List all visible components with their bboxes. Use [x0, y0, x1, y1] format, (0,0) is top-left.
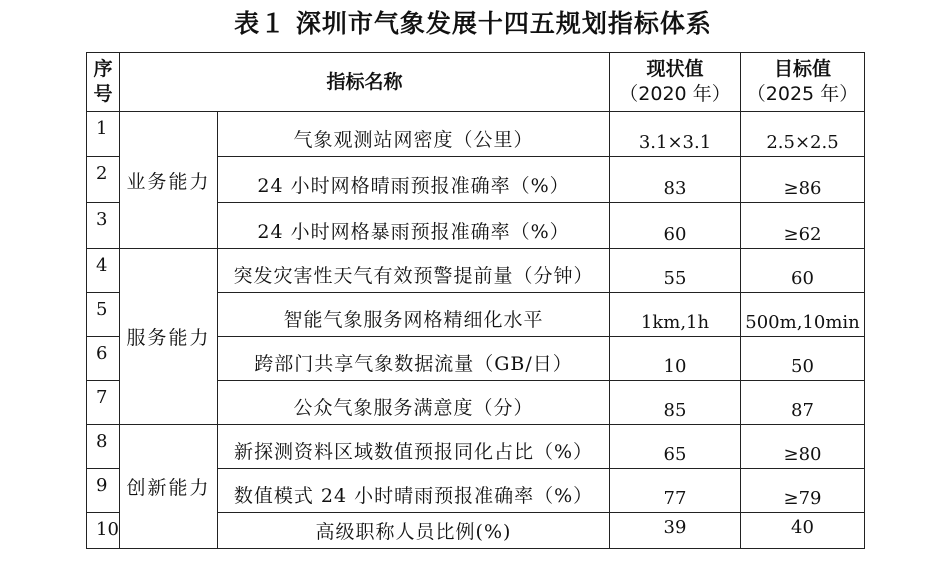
header-target	[741, 53, 865, 112]
table-row	[87, 112, 865, 157]
indicator-table	[86, 52, 865, 549]
row-seq: 3	[87, 203, 120, 249]
row-current: 1km,1h	[610, 293, 741, 337]
header-current-line1: 现状值	[646, 58, 704, 80]
table-title: 表１ 深圳市气象发展十四五规划指标体系	[234, 9, 712, 38]
row-seq: 10	[87, 513, 120, 549]
row-name: 智能气象服务网格精细化水平	[218, 293, 610, 337]
row-name: 24 小时网格晴雨预报准确率（%）	[218, 157, 610, 203]
row-name: 高级职称人员比例(%)	[218, 513, 610, 549]
table-row	[87, 425, 865, 469]
header-seq-label: 序号	[93, 58, 113, 105]
row-current: 65	[610, 425, 741, 469]
header-row	[87, 53, 865, 112]
row-target: 60	[741, 249, 865, 293]
row-current: 60	[610, 203, 741, 249]
category-cell: 创新能力	[120, 425, 218, 549]
row-current: 83	[610, 157, 741, 203]
row-target: 50	[741, 337, 865, 381]
row-current: 10	[610, 337, 741, 381]
row-target: ≥62	[741, 203, 865, 249]
row-name: 数值模式 24 小时晴雨预报准确率（%）	[218, 469, 610, 513]
category-cell: 服务能力	[120, 249, 218, 425]
header-target-line1: 目标值	[773, 58, 831, 80]
row-target: ≥86	[741, 157, 865, 203]
row-current: 3.1×3.1	[610, 112, 741, 157]
row-target: 500m,10min	[741, 293, 865, 337]
row-seq: 2	[87, 157, 120, 203]
header-name: 指标名称	[120, 53, 610, 112]
row-seq: 8	[87, 425, 120, 469]
row-name: 24 小时网格暴雨预报准确率（%）	[218, 203, 610, 249]
row-target: 40	[741, 513, 865, 549]
row-target: ≥79	[741, 469, 865, 513]
row-seq: 1	[87, 112, 120, 157]
row-target: 87	[741, 381, 865, 425]
row-seq: 4	[87, 249, 120, 293]
header-seq	[87, 53, 120, 112]
row-name: 气象观测站网密度（公里）	[218, 112, 610, 157]
row-seq: 9	[87, 469, 120, 513]
row-name: 跨部门共享气象数据流量（GB/日）	[218, 337, 610, 381]
row-seq: 7	[87, 381, 120, 425]
row-current: 85	[610, 381, 741, 425]
row-name: 新探测资料区域数值预报同化占比（%）	[218, 425, 610, 469]
row-current: 77	[610, 469, 741, 513]
row-name: 突发灾害性天气有效预警提前量（分钟）	[218, 249, 610, 293]
table-row	[87, 249, 865, 293]
header-current	[610, 53, 741, 112]
row-seq: 5	[87, 293, 120, 337]
category-cell: 业务能力	[120, 112, 218, 249]
header-current-line2: （2020 年）	[619, 83, 731, 105]
header-target-line2: （2025 年）	[746, 83, 859, 105]
row-current: 55	[610, 249, 741, 293]
row-seq: 6	[87, 337, 120, 381]
row-name: 公众气象服务满意度（分）	[218, 381, 610, 425]
row-target: ≥80	[741, 425, 865, 469]
row-current: 39	[610, 513, 741, 549]
row-target: 2.5×2.5	[741, 112, 865, 157]
